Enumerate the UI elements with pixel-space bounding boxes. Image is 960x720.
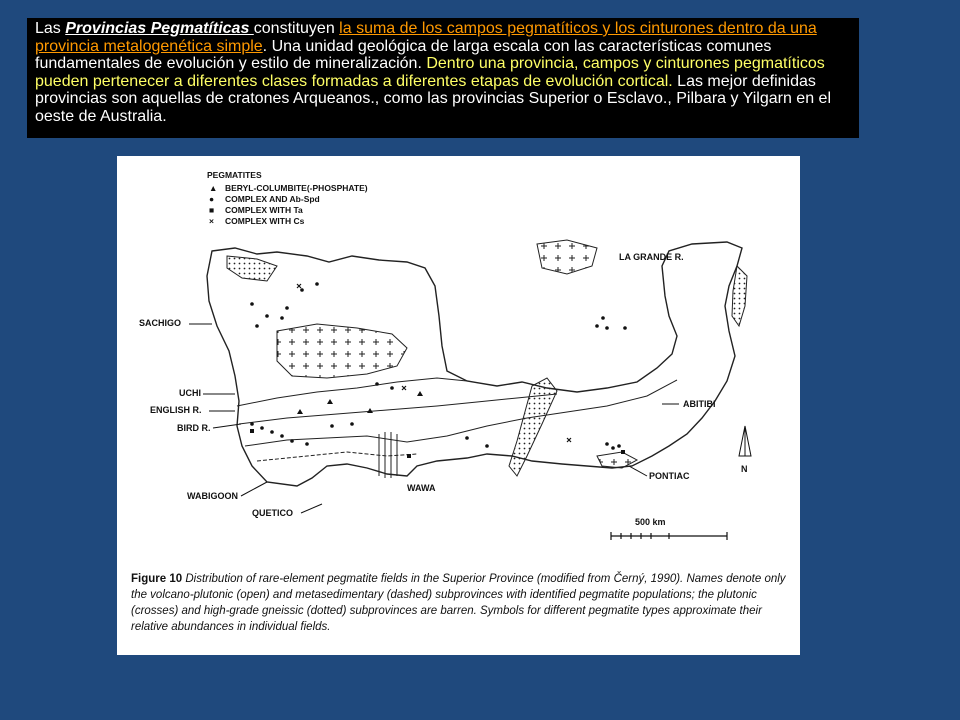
- label-sachigo: SACHIGO: [139, 318, 182, 328]
- gneiss-area-north: [227, 256, 277, 281]
- label-wabigoon: WABIGOON: [187, 491, 238, 501]
- belt-boundary-1: [237, 378, 467, 406]
- legend-beryl: BERYL-COLUMBITE(-PHOSPHATE): [225, 183, 368, 193]
- definition-link[interactable]: la suma de los campos pegmatíticos y los cinturones dentro da una provincia metalogenética simple: [35, 20, 817, 55]
- arrow-pontiac: [629, 466, 647, 476]
- intro-text-connector: constituyen: [253, 20, 340, 37]
- gneiss-strip-east: [732, 266, 747, 326]
- legend-complex-ab: COMPLEX AND Ab-Spd: [225, 194, 320, 204]
- arrow-wabigoon: [241, 482, 267, 496]
- map-legend: [207, 170, 368, 226]
- label-abitibi: ABITIBI: [683, 399, 716, 409]
- legend-title: PEGMATITES: [207, 170, 262, 180]
- figure-caption-text: Distribution of rare-element pegmatite fields in the Superior Province (modified from Černý, 1990). Names denote only the volcano-plutonic (open) and metasedimentary (dashed) subprovinces with identified pegmatite populations; the plutonic (crosses) and high-grade gneissic (dotted) subprovinces are barren. Symbols for different pegmatite types approximate their relative abundances in individual fields.: [131, 573, 786, 633]
- scale-label: 500 km: [635, 517, 666, 527]
- belt-boundary-2: [239, 394, 557, 424]
- legend-symbol-triangle: ▲: [209, 183, 218, 193]
- intro-text-end: Las mejor definidas provincias son aquellas de cratones Arqueanos., como las provincias Superior o Esclavo., Pilbara y Yilgarn en el oeste de Australia.: [35, 72, 831, 125]
- label-la-grande: LA GRANDE R.: [619, 252, 684, 262]
- label-quetico: QUETICO: [252, 508, 294, 518]
- belt-boundary-4: [257, 452, 417, 461]
- plutonic-area-central: [277, 324, 407, 378]
- legend-symbol-square: ■: [209, 205, 215, 215]
- legend-complex-cs: COMPLEX WITH Cs: [225, 216, 305, 226]
- label-wawa: WAWA: [407, 483, 436, 493]
- label-uchi: UCHI: [179, 388, 201, 398]
- provincias-title: Provincias Pegmatíticas: [65, 20, 254, 37]
- north-arrow: [739, 426, 751, 474]
- north-label: N: [741, 464, 748, 474]
- label-pontiac: PONTIAC: [649, 471, 690, 481]
- figure-caption: [131, 571, 791, 635]
- superior-province-figure: [117, 156, 800, 655]
- scale-bar: [611, 517, 727, 540]
- intro-text-start: Las: [35, 20, 66, 37]
- intro-text-middle: . Una unidad geológica de larga escala con las características comunes fundamentales de evolución y estilo de mineralización.: [35, 37, 772, 72]
- figure-number: Figure 10: [131, 573, 183, 585]
- label-bird: BIRD R.: [177, 423, 211, 433]
- label-english: ENGLISH R.: [150, 405, 202, 415]
- highlight-text: Dentro una provincia, campos y cinturones pegmatíticos pueden pertenecer a diferentes clases formadas a diferentes etapas de evolución cortical.: [35, 55, 825, 90]
- intro-text-box: [27, 18, 859, 138]
- plutonic-area-north-east: [537, 240, 597, 274]
- legend-complex-ta: COMPLEX WITH Ta: [225, 205, 303, 215]
- arrow-quetico: [301, 504, 322, 513]
- legend-symbol-cross: ×: [209, 216, 214, 226]
- legend-symbol-dot: ●: [209, 194, 215, 204]
- belt-boundary-3: [245, 380, 677, 446]
